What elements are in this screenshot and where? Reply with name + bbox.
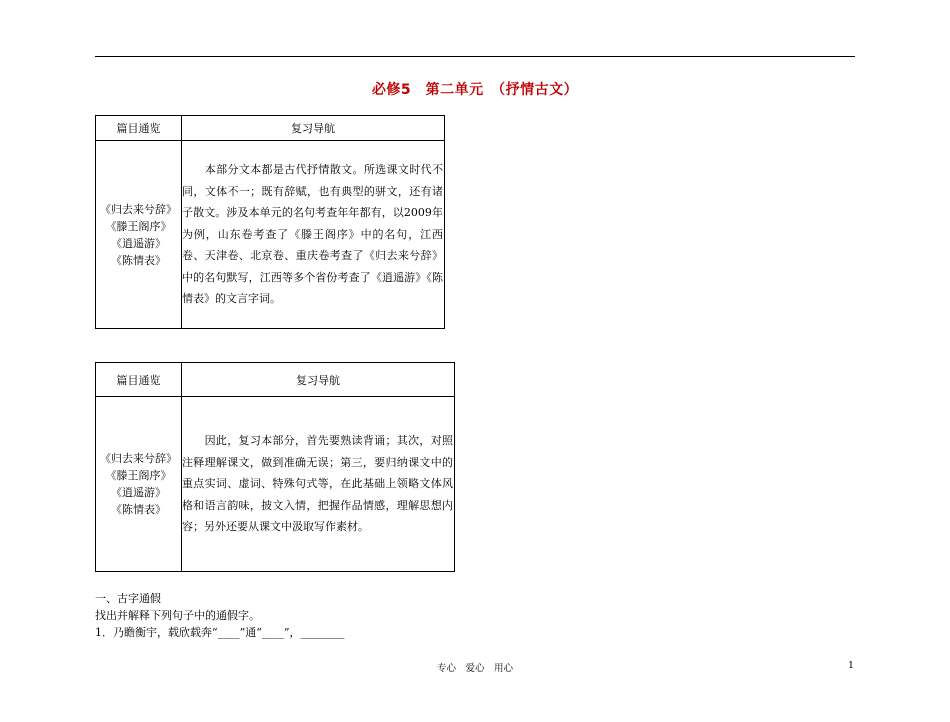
list-item: 《滕王阁序》 (105, 219, 172, 233)
exercise-item-1: 1．乃瞻衡宇，载欣载奔“____”通“____”，________ (95, 626, 345, 639)
header-cell-overview: 篇目通览 (96, 363, 182, 397)
section-instruction: 找出并解释下列句子中的通假字。 (95, 609, 260, 622)
description-cell (182, 397, 455, 572)
titles-cell (96, 141, 182, 329)
review-table-1 (95, 115, 445, 329)
header-cell-overview: 篇目通览 (96, 116, 182, 141)
list-item: 《归去来兮辞》 (100, 202, 177, 216)
titles-cell (96, 397, 182, 572)
list-item: 《陈情表》 (111, 503, 166, 516)
header-cell-guide: 复习导航 (182, 116, 445, 141)
list-item: 《归去来兮辞》 (100, 452, 177, 465)
description-cell (182, 141, 445, 329)
list-item: 《滕王阁序》 (105, 469, 172, 482)
list-item: 《逍遥游》 (111, 486, 166, 499)
title-list (96, 201, 181, 269)
page-number: 1 (848, 660, 855, 671)
section-heading: 一、古字通假 (95, 592, 161, 605)
list-item: 《逍遥游》 (111, 236, 166, 250)
table-body-row (96, 141, 445, 329)
description-text: 本部分文本都是古代抒情散文。所选课文时代不同，文体不一；既有辞赋，也有典型的骈文，还有诸子散文。涉及本单元的名句考查年年都有，以2009年为例，山东卷考查了《滕王阁序》中的名句，江西卷、天津卷、北京卷、重庆卷考查了《归去来兮辞》中的名句默写，江西等多个省份考查了《逍遥游》《陈情表》的文言字词。 (182, 163, 443, 306)
header-cell-guide: 复习导航 (182, 363, 455, 397)
review-table-2 (95, 362, 455, 572)
table-header-row (96, 116, 445, 141)
list-item: 《陈情表》 (111, 253, 166, 267)
header-rule (95, 56, 855, 57)
description-text: 因此，复习本部分，首先要熟读背诵；其次，对照注释理解课文，做到准确无误；第三，要归纳课文中的重点实词、虚词、特殊句式等，在此基础上领略文体风格和语言韵味，披文入情，把握作品情感，理解思想内容；另外还要从课文中汲取写作素材。 (182, 434, 453, 534)
footer-text: 专心 爱心 用心 (436, 663, 513, 674)
page-title: 必修5 第二单元 （抒情古文） (371, 82, 579, 98)
table-body-row (96, 397, 455, 572)
table-header-row (96, 363, 455, 397)
title-list (96, 450, 181, 518)
